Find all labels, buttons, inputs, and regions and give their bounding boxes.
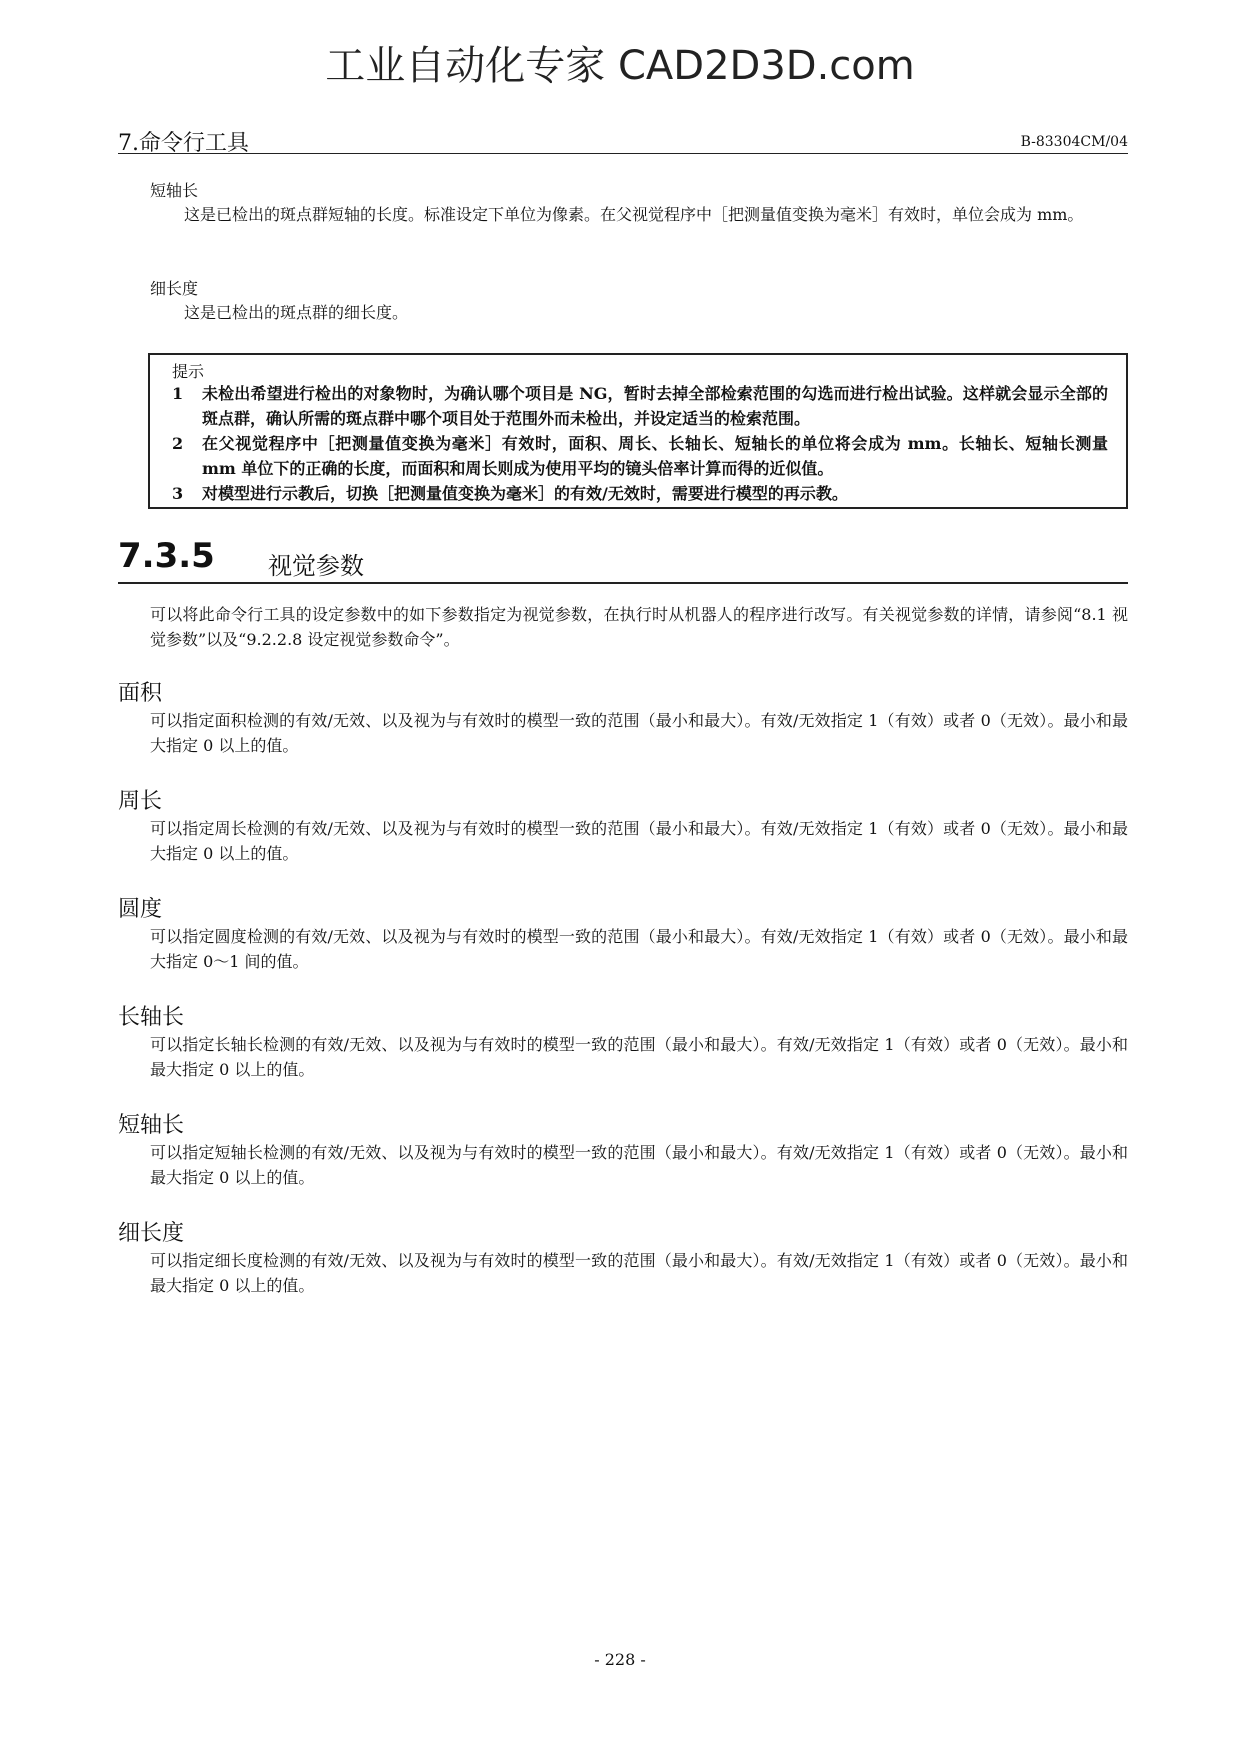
tip-item-number: 3: [172, 484, 184, 503]
tip-item: [172, 431, 1108, 481]
param-description: 可以指定长轴长检测的有效/无效、以及视为与有效时的模型一致的范围（最小和最大）。有效/无效指定 1（有效）或者 0（无效）。最小和最大指定 0 以上的值。: [150, 1035, 1128, 1079]
param-heading: 短轴长: [118, 1113, 185, 1138]
param-heading: 细长度: [118, 1221, 185, 1246]
page-number: - 228 -: [594, 1650, 646, 1669]
section-title: 视觉参数: [268, 552, 364, 580]
term-description: 这是已检出的斑点群短轴的长度。标准设定下单位为像素。在父视觉程序中［把测量值变换为毫米］有效时，单位会成为 mm。: [184, 205, 1084, 224]
tip-item: [172, 381, 1108, 431]
param-description: 可以指定面积检测的有效/无效、以及视为与有效时的模型一致的范围（最小和最大）。有效/无效指定 1（有效）或者 0（无效）。最小和最大指定 0 以上的值。: [150, 711, 1128, 755]
tip-item-number: 1: [172, 384, 184, 403]
term-title: 短轴长: [150, 181, 199, 200]
chapter-header: 7.命令行工具: [118, 131, 249, 156]
tip-item-text: 未检出希望进行检出的对象物时，为确认哪个项目是 NG，暂时去掉全部检索范围的勾选而进行检出试验。这样就会显示全部的斑点群，确认所需的斑点群中哪个项目处于范围外而未检出，并设定适当的检索范围。: [202, 384, 1108, 428]
param-description: 可以指定短轴长检测的有效/无效、以及视为与有效时的模型一致的范围（最小和最大）。有效/无效指定 1（有效）或者 0（无效）。最小和最大指定 0 以上的值。: [150, 1143, 1128, 1187]
section-number: 7.3.5: [118, 536, 215, 576]
param-description: 可以指定圆度检测的有效/无效、以及视为与有效时的模型一致的范围（最小和最大）。有效/无效指定 1（有效）或者 0（无效）。最小和最大指定 0～1 间的值。: [150, 927, 1128, 971]
param-description: 可以指定周长检测的有效/无效、以及视为与有效时的模型一致的范围（最小和最大）。有效/无效指定 1（有效）或者 0（无效）。最小和最大指定 0 以上的值。: [150, 819, 1128, 863]
tip-title: 提示: [172, 362, 205, 381]
tip-item: [172, 481, 1108, 506]
watermark-title: 工业自动化专家 CAD2D3D.com: [325, 43, 915, 89]
header-divider: [118, 153, 1128, 154]
section-divider: [118, 582, 1128, 584]
param-heading: 面积: [118, 681, 163, 706]
param-heading: 圆度: [118, 897, 163, 922]
tip-item-text: 在父视觉程序中［把测量值变换为毫米］有效时，面积、周长、长轴长、短轴长的单位将会成为 mm。长轴长、短轴长测量 mm 单位下的正确的长度，而面积和周长则成为使用平均的镜头倍率计算而得的近似值。: [202, 434, 1108, 478]
tip-item-text: 对模型进行示教后，切换［把测量值变换为毫米］的有效/无效时，需要进行模型的再示教。: [202, 484, 848, 503]
term-description: 这是已检出的斑点群的细长度。: [184, 303, 409, 322]
param-heading: 长轴长: [118, 1005, 185, 1030]
tip-box: [148, 353, 1128, 509]
param-heading: 周长: [118, 789, 163, 814]
term-title: 细长度: [150, 279, 199, 298]
param-description: 可以指定细长度检测的有效/无效、以及视为与有效时的模型一致的范围（最小和最大）。有效/无效指定 1（有效）或者 0（无效）。最小和最大指定 0 以上的值。: [150, 1251, 1128, 1295]
tip-item-number: 2: [172, 434, 184, 453]
document-code: B-83304CM/04: [1020, 134, 1128, 150]
section-intro: 可以将此命令行工具的设定参数中的如下参数指定为视觉参数，在执行时从机器人的程序进行改写。有关视觉参数的详情，请参阅“8.1 视觉参数”以及“9.2.2.8 设定视觉参数命令”。: [150, 605, 1128, 649]
